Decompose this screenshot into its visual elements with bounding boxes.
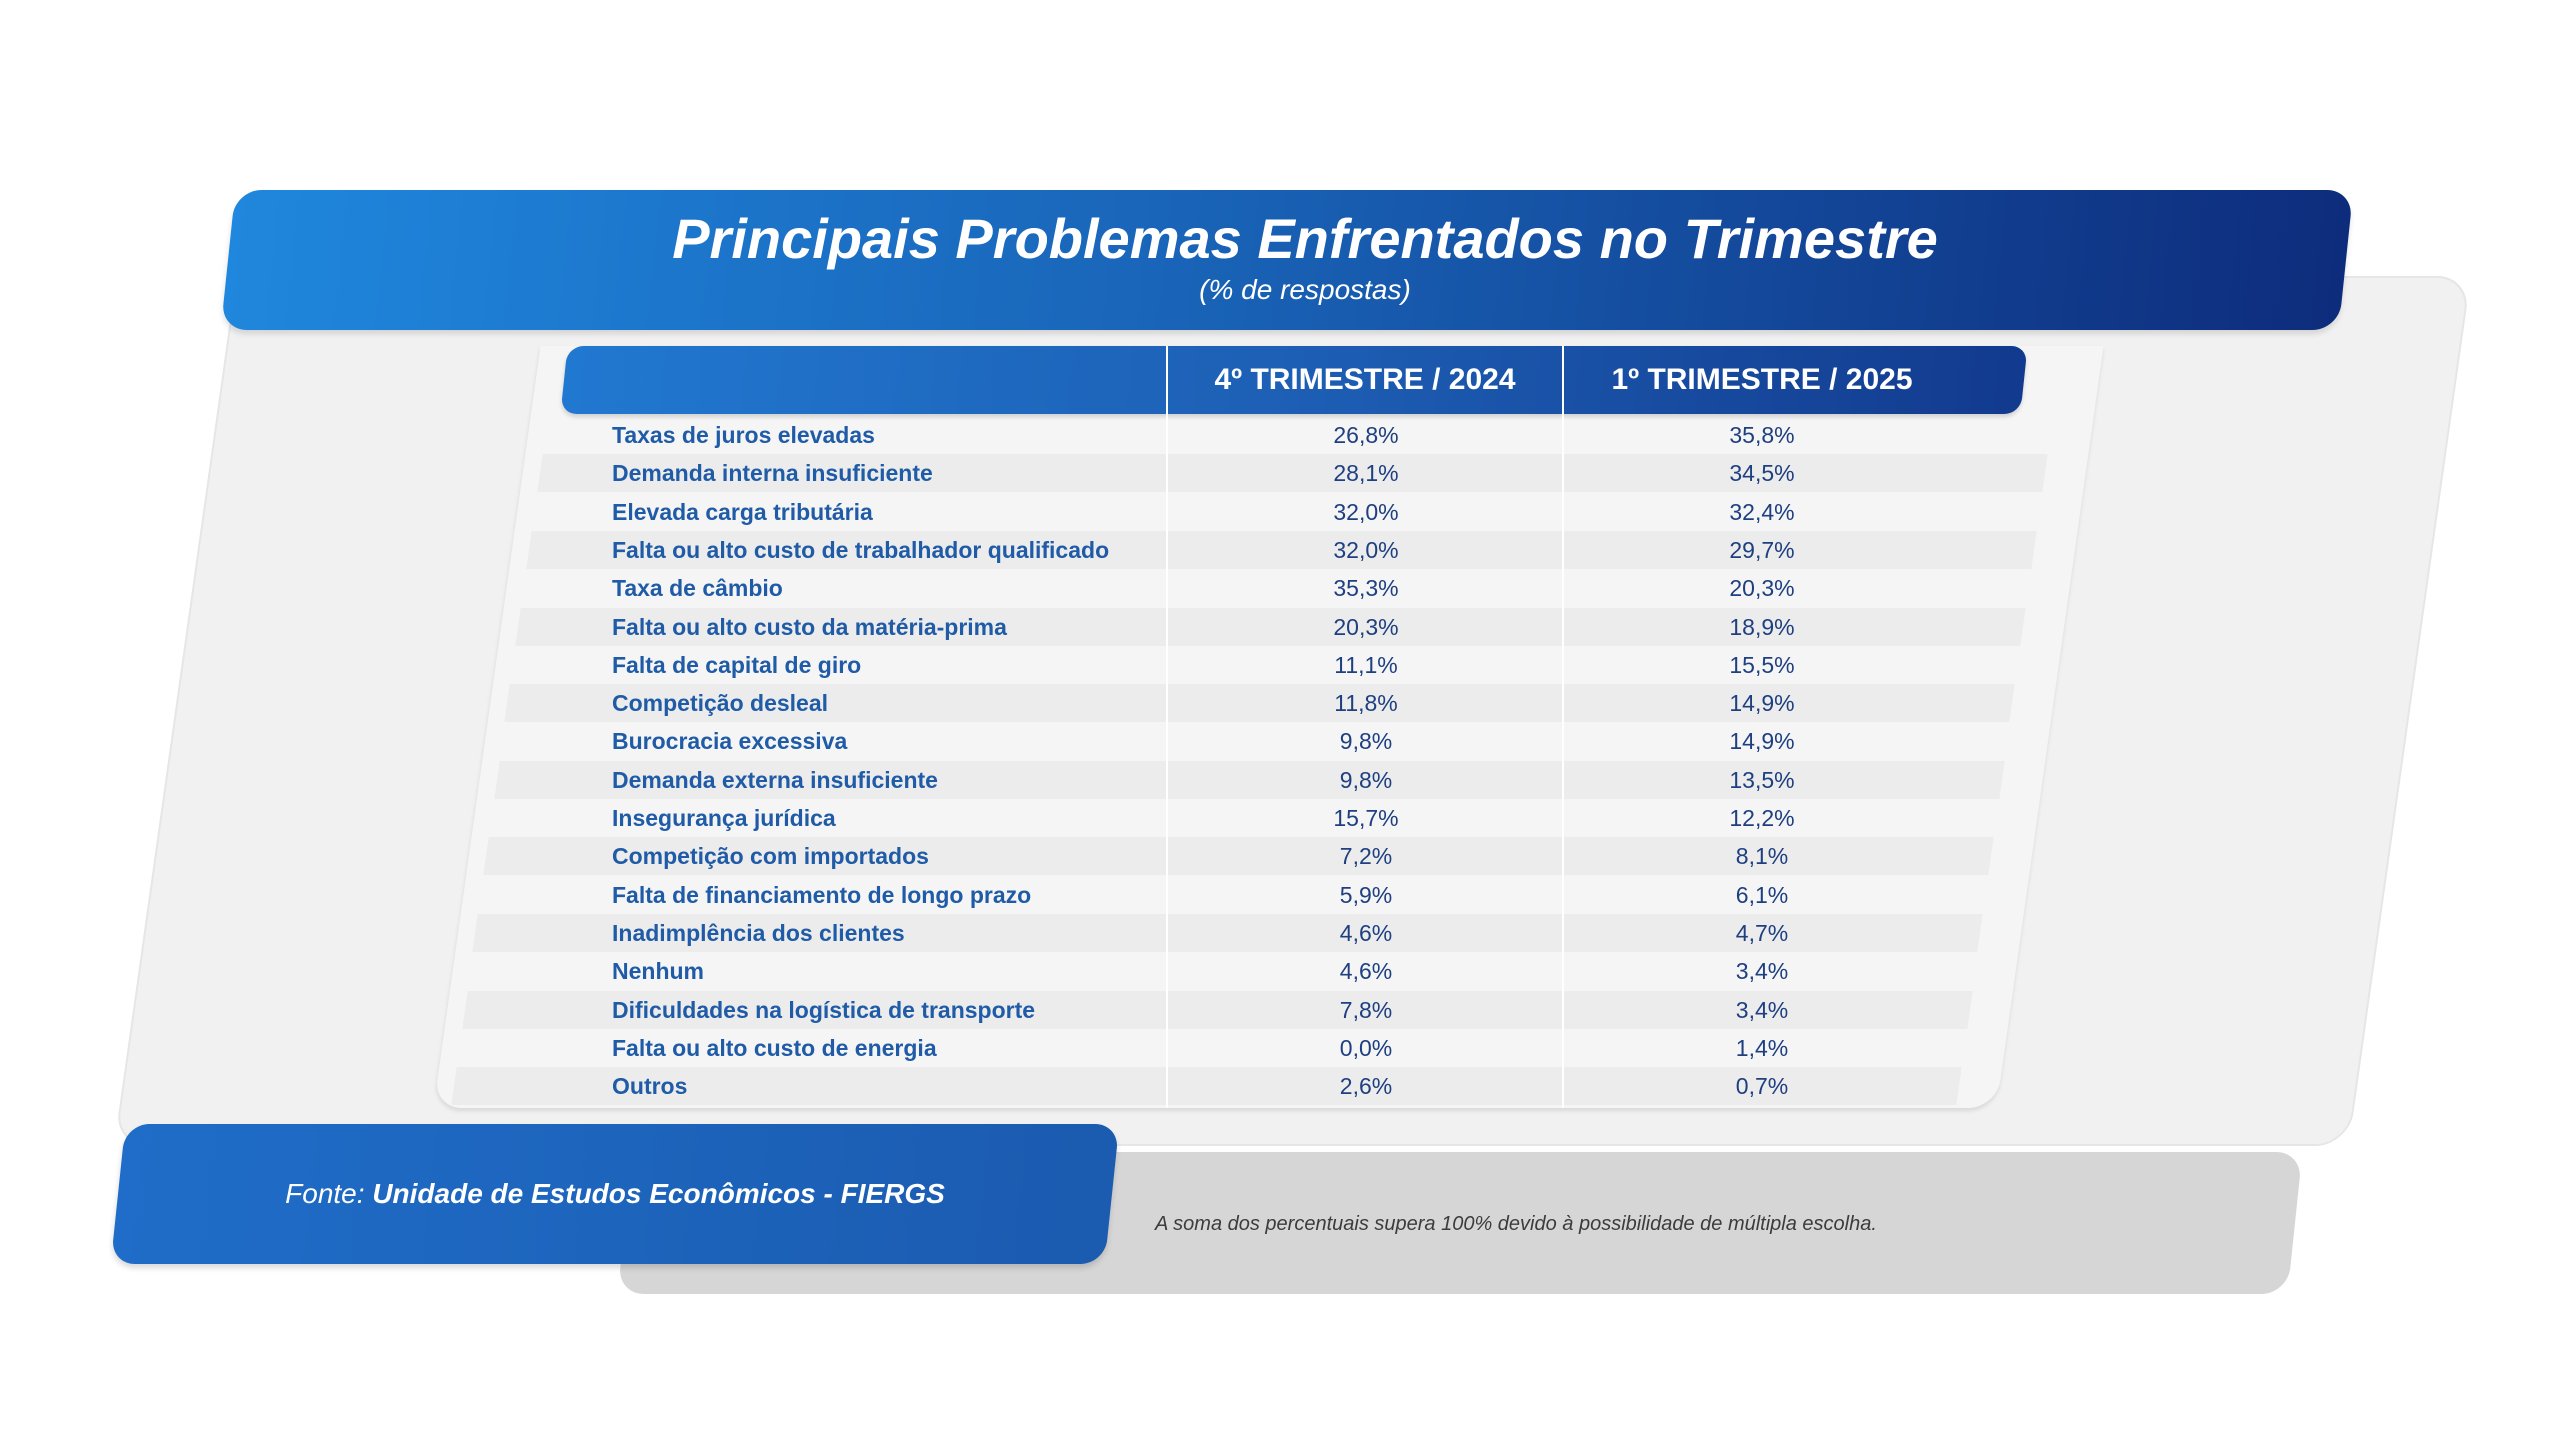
row-label: Falta ou alto custo da matéria-prima — [612, 614, 1007, 640]
value-q4-2024: 2,6% — [1339, 1073, 1393, 1099]
value-q4-2024: 11,8% — [1334, 690, 1398, 716]
table-row — [0, 569, 2560, 607]
row-label: Falta de financiamento de longo prazo — [612, 882, 1032, 908]
value-q1-2025: 12,2% — [1729, 805, 1795, 831]
value-q1-2025: 3,4% — [1735, 997, 1789, 1023]
row-label: Falta de capital de giro — [612, 652, 862, 678]
row-label: Taxas de juros elevadas — [612, 422, 875, 448]
value-q1-2025: 0,7% — [1735, 1073, 1789, 1099]
value-q4-2024: 26,8% — [1333, 422, 1399, 448]
value-q4-2024: 7,8% — [1339, 997, 1393, 1023]
value-q4-2024: 15,7% — [1333, 805, 1399, 831]
table-row — [0, 1067, 2560, 1105]
value-q1-2025: 34,5% — [1729, 460, 1795, 486]
table-row — [0, 646, 2560, 684]
row-label: Nenhum — [612, 958, 704, 984]
row-label: Outros — [612, 1073, 688, 1099]
source-name: Unidade de Estudos Econômicos - FIERGS — [372, 1178, 945, 1209]
column-header-q4-2024: 4º TRIMESTRE / 2024 — [1214, 363, 1516, 396]
value-q1-2025: 18,9% — [1729, 614, 1795, 640]
column-header-q1-2025: 1º TRIMESTRE / 2025 — [1611, 363, 1913, 396]
table-row — [0, 876, 2560, 914]
row-label: Demanda interna insuficiente — [612, 460, 933, 486]
value-q4-2024: 32,0% — [1333, 499, 1399, 525]
table-row — [0, 914, 2560, 952]
table-row — [0, 722, 2560, 760]
value-q1-2025: 35,8% — [1729, 422, 1795, 448]
value-q4-2024: 20,3% — [1333, 614, 1399, 640]
row-label: Demanda externa insuficiente — [612, 767, 938, 793]
row-label: Dificuldades na logística de transporte — [612, 997, 1036, 1023]
row-label: Burocracia excessiva — [612, 728, 848, 754]
value-q4-2024: 11,1% — [1334, 652, 1398, 678]
row-label: Competição desleal — [612, 690, 829, 716]
page-subtitle: (% de respostas) — [1199, 274, 1411, 305]
value-q4-2024: 35,3% — [1333, 575, 1399, 601]
value-q1-2025: 14,9% — [1729, 728, 1795, 754]
value-q1-2025: 1,4% — [1735, 1035, 1789, 1061]
value-q1-2025: 4,7% — [1735, 920, 1789, 946]
source-prefix: Fonte: — [285, 1178, 373, 1209]
footnote: A soma dos percentuais supera 100% devido à possibilidade de múltipla escolha. — [1155, 1213, 1877, 1235]
value-q1-2025: 8,1% — [1735, 843, 1789, 869]
row-label: Competição com importados — [612, 843, 929, 869]
table-row — [0, 493, 2560, 531]
value-q1-2025: 15,5% — [1729, 652, 1795, 678]
table-row — [0, 991, 2560, 1029]
value-q4-2024: 4,6% — [1339, 920, 1393, 946]
table-row — [0, 799, 2560, 837]
table-row — [0, 761, 2560, 799]
value-q1-2025: 14,9% — [1729, 690, 1795, 716]
table-row — [0, 454, 2560, 492]
value-q4-2024: 28,1% — [1333, 460, 1399, 486]
value-q1-2025: 3,4% — [1735, 958, 1789, 984]
page-title: Principais Problemas Enfrentados no Trimestre — [672, 207, 1938, 270]
value-q4-2024: 7,2% — [1339, 843, 1393, 869]
source-text — [118, 1124, 1112, 1264]
value-q4-2024: 4,6% — [1339, 958, 1393, 984]
value-q1-2025: 13,5% — [1729, 767, 1795, 793]
value-q1-2025: 32,4% — [1729, 499, 1795, 525]
table-row — [0, 531, 2560, 569]
value-q4-2024: 5,9% — [1339, 882, 1393, 908]
row-label: Taxa de câmbio — [612, 575, 783, 601]
table-row — [0, 684, 2560, 722]
table-row — [0, 416, 2560, 454]
table-row — [0, 608, 2560, 646]
value-q1-2025: 29,7% — [1729, 537, 1795, 563]
row-label: Insegurança jurídica — [612, 805, 836, 831]
table-row — [0, 837, 2560, 875]
row-label: Falta ou alto custo de energia — [612, 1035, 937, 1061]
value-q4-2024: 32,0% — [1333, 537, 1399, 563]
value-q4-2024: 0,0% — [1339, 1035, 1393, 1061]
table-row — [0, 952, 2560, 990]
row-label: Inadimplência dos clientes — [612, 920, 905, 946]
value-q4-2024: 9,8% — [1339, 728, 1393, 754]
row-label: Falta ou alto custo de trabalhador qualificado — [612, 537, 1110, 563]
value-q1-2025: 20,3% — [1729, 575, 1795, 601]
row-label: Elevada carga tributária — [612, 499, 873, 525]
value-q4-2024: 9,8% — [1339, 767, 1393, 793]
value-q1-2025: 6,1% — [1735, 882, 1789, 908]
table-row — [0, 1029, 2560, 1067]
